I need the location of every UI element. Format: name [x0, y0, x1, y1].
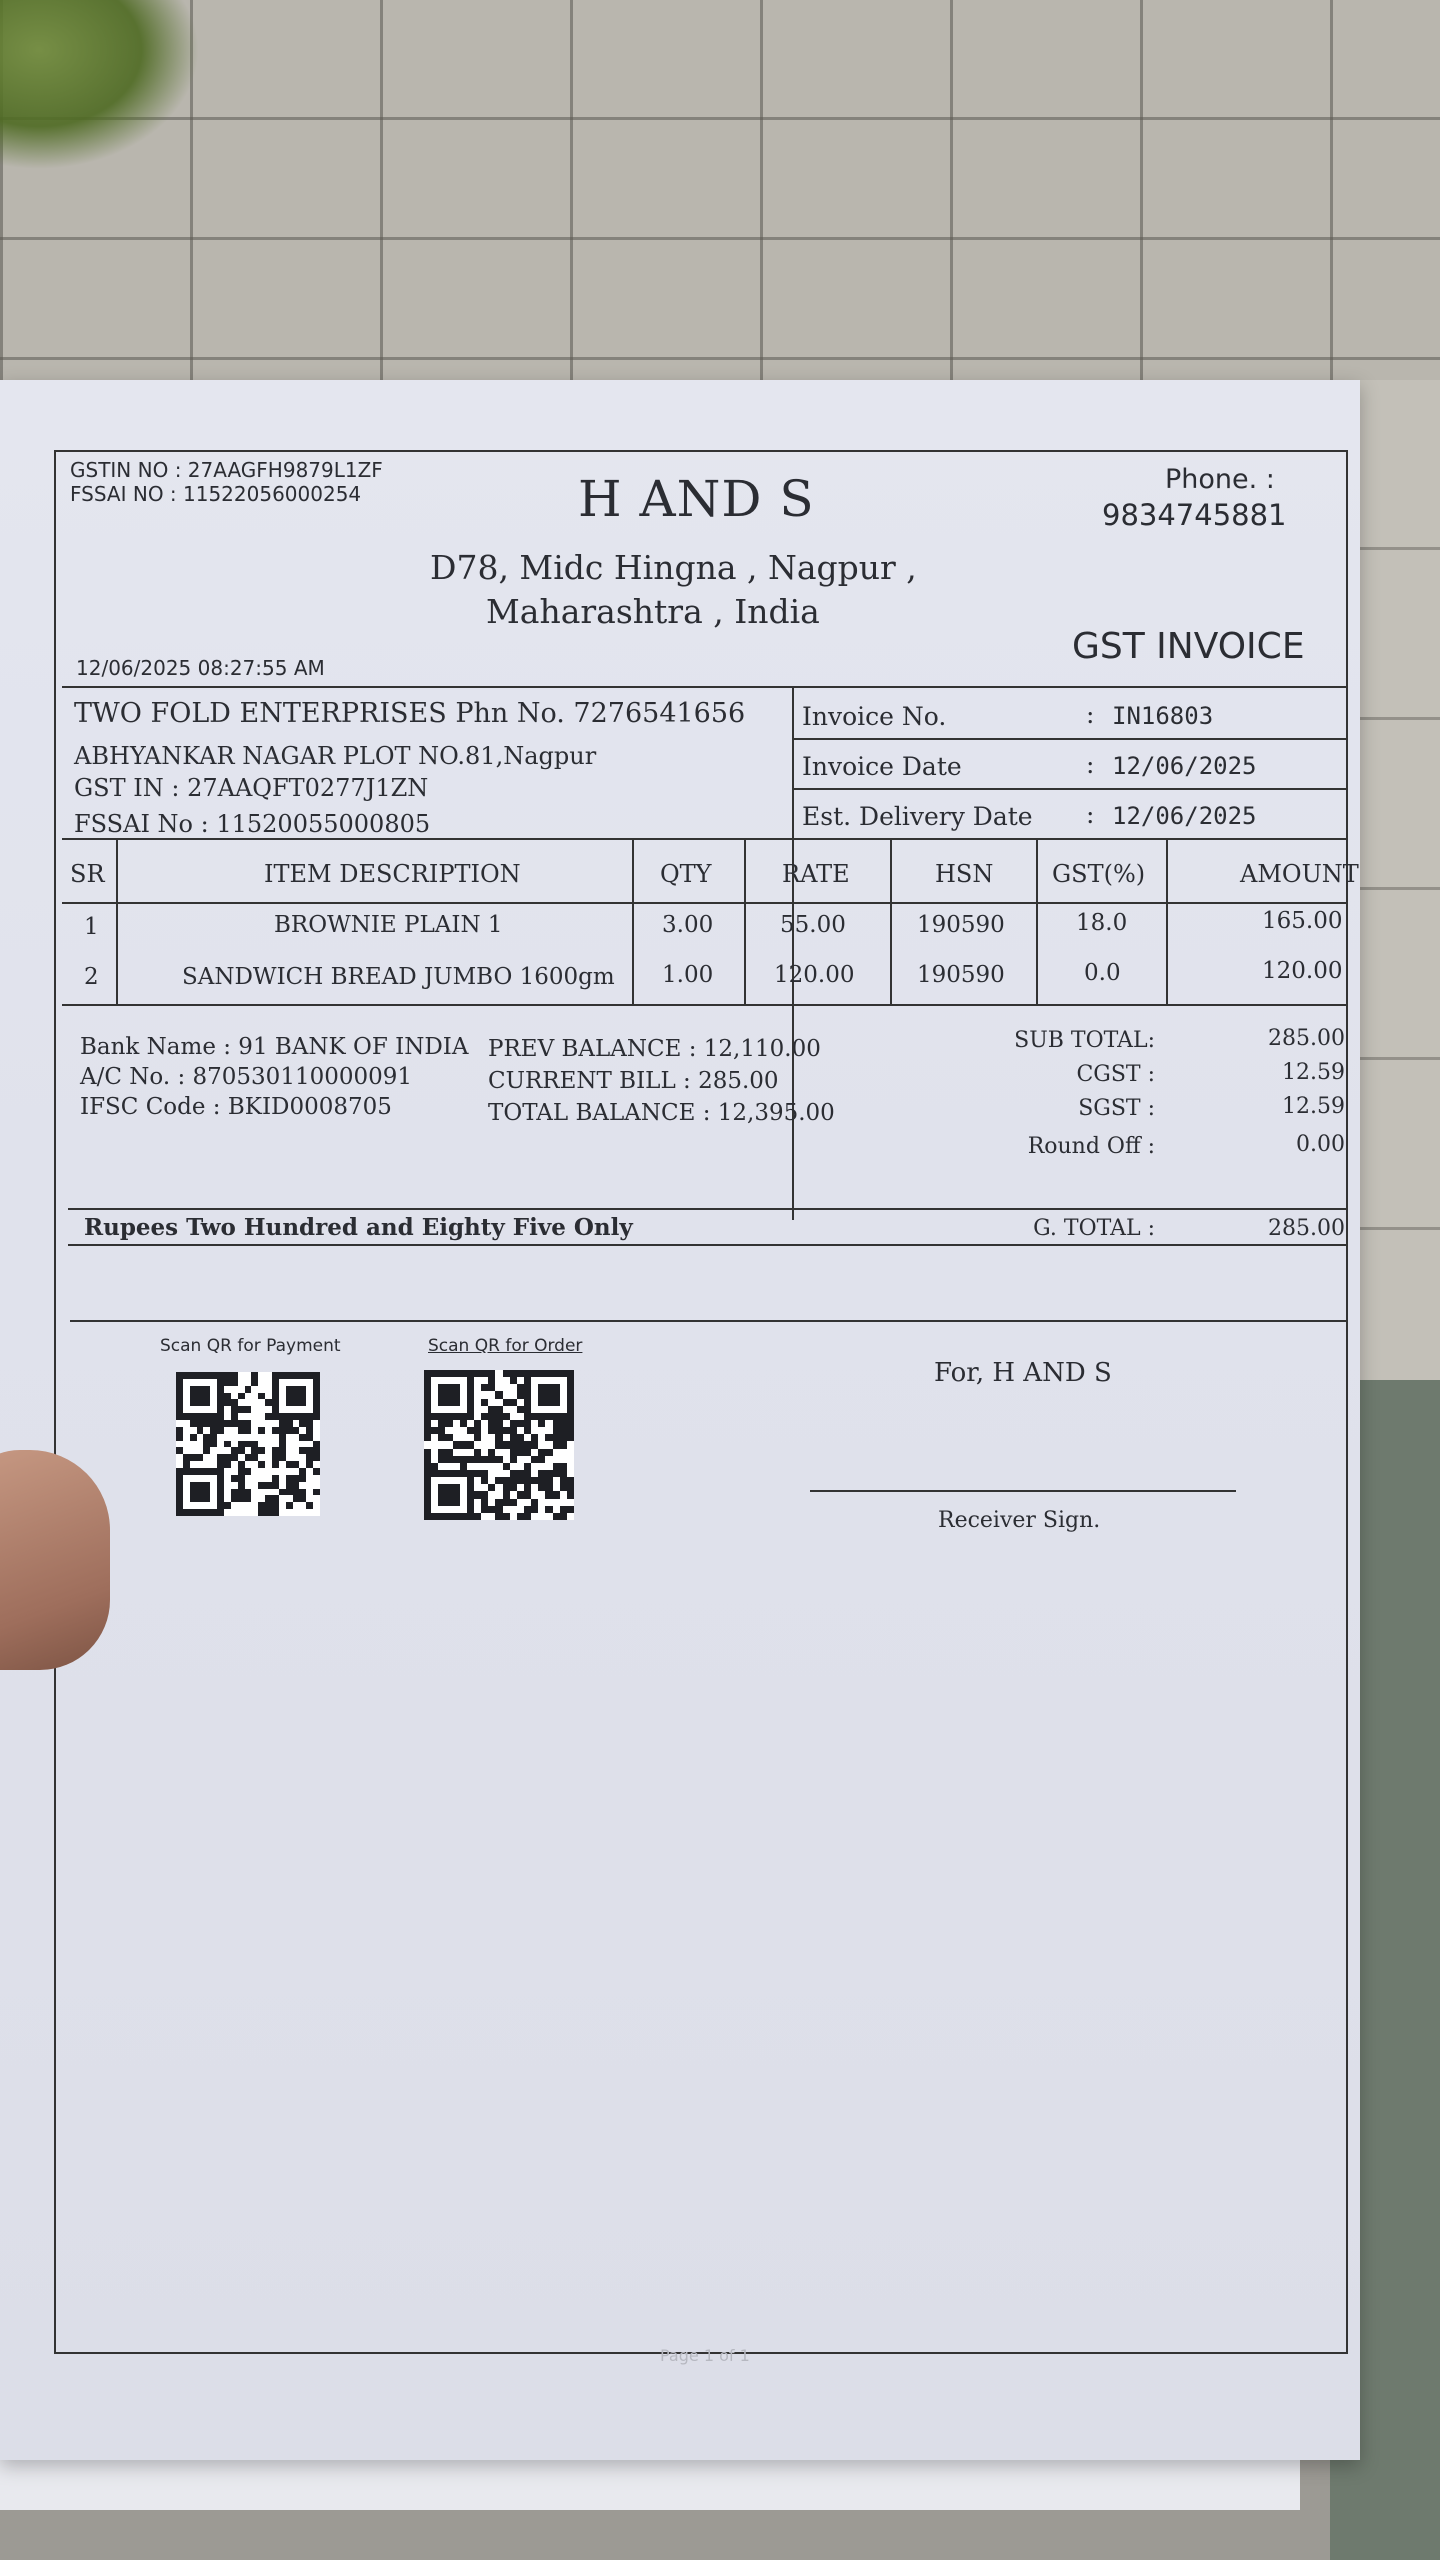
bank-name: Bank Name : 91 BANK OF INDIA: [80, 1034, 469, 1060]
invoice-date-value: 12/06/2025: [1112, 752, 1257, 780]
company-address-line2: Maharashtra , India: [486, 592, 820, 631]
signature-line: [810, 1490, 1236, 1492]
invoice-title: GST INVOICE: [1072, 626, 1305, 667]
buyer-fssai: FSSAI No : 11520055000805: [74, 810, 431, 838]
grand-total-label: G. TOTAL :: [1033, 1216, 1155, 1241]
invoice-no-label: Invoice No.: [802, 702, 947, 731]
column-header-amount: AMOUNT: [1240, 860, 1359, 888]
bank-ifsc: IFSC Code : BKID0008705: [80, 1094, 392, 1120]
cgst-label: CGST :: [1076, 1062, 1155, 1087]
round-off-label: Round Off :: [1027, 1134, 1155, 1159]
qr-payment-label: Scan QR for Payment: [160, 1336, 341, 1356]
plant-leaves: [0, 0, 200, 170]
amount-in-words: Rupees Two Hundred and Eighty Five Only: [84, 1214, 633, 1241]
seller-gstin: GSTIN NO : 27AAGFH9879L1ZF: [70, 458, 383, 482]
row-sr: 1: [84, 914, 99, 940]
order-qr-code[interactable]: [424, 1370, 574, 1520]
buyer-address: ABHYANKAR NAGAR PLOT NO.81,Nagpur: [74, 742, 597, 770]
previous-balance: PREV BALANCE : 12,110.00: [488, 1036, 821, 1062]
invoice-datetime: 12/06/2025 08:27:55 AM: [76, 656, 325, 680]
column-header-sr: SR: [70, 860, 105, 888]
divider: [792, 686, 794, 1220]
holding-thumb: [0, 1450, 110, 1670]
row-qty: 3.00: [662, 912, 714, 938]
phone-label: Phone. :: [1165, 464, 1275, 495]
round-off-value: 0.00: [1296, 1132, 1345, 1157]
column-header-hsn: HSN: [935, 860, 994, 888]
row-rate: 120.00: [774, 962, 855, 988]
buyer-gstin: GST IN : 27AAQFT0277J1ZN: [74, 774, 429, 802]
divider: [62, 686, 1348, 688]
payment-qr-code[interactable]: [176, 1372, 320, 1516]
column-header-description: ITEM DESCRIPTION: [264, 860, 521, 888]
receiver-sign-label: Receiver Sign.: [938, 1508, 1101, 1533]
cgst-value: 12.59: [1282, 1060, 1345, 1085]
sgst-value: 12.59: [1282, 1094, 1345, 1119]
bank-account: A/C No. : 870530110000091: [80, 1064, 413, 1090]
row-amount: 165.00: [1262, 908, 1343, 934]
column-header-rate: RATE: [782, 860, 850, 888]
row-hsn: 190590: [917, 962, 1005, 988]
row-hsn: 190590: [917, 912, 1005, 938]
total-balance: TOTAL BALANCE : 12,395.00: [488, 1100, 835, 1126]
pavement-background: [0, 0, 1440, 420]
row-gst: 18.0: [1076, 910, 1128, 936]
row-rate: 55.00: [780, 912, 846, 938]
invoice-date-label: Invoice Date: [802, 752, 962, 781]
row-description: BROWNIE PLAIN 1: [274, 912, 503, 938]
sgst-label: SGST :: [1078, 1096, 1155, 1121]
row-qty: 1.00: [662, 962, 714, 988]
row-amount: 120.00: [1262, 958, 1343, 984]
company-address-line1: D78, Midc Hingna , Nagpur ,: [430, 548, 917, 587]
row-sr: 2: [84, 964, 99, 990]
subtotal-value: 285.00: [1268, 1026, 1345, 1051]
seller-fssai: FSSAI NO : 11522056000254: [70, 482, 362, 506]
subtotal-label: SUB TOTAL:: [1014, 1028, 1155, 1053]
grand-total-value: 285.00: [1268, 1216, 1345, 1241]
buyer-name: TWO FOLD ENTERPRISES Phn No. 7276541656: [74, 698, 746, 729]
invoice-no-value: IN16803: [1112, 702, 1214, 730]
row-description: SANDWICH BREAD JUMBO 1600gm: [182, 964, 615, 990]
company-name: H AND S: [578, 470, 815, 528]
phone-number: 9834745881: [1102, 498, 1287, 532]
delivery-date-value: 12/06/2025: [1112, 802, 1257, 830]
invoice-paper: GSTIN NO : 27AAGFH9879L1ZF FSSAI NO : 11522056000254 H AND S D78, Midc Hingna , Nagpur , Maharashtra , India Phone. : 9834745881 GST INVOICE 12/06/2025 08:27:55 AM TWO FOLD ENTERPRISES Phn No. 7276541656 ABHYANKAR NAGAR PLOT NO.81,Nagpur GST IN : 27AAQFT0277J1ZN FSSAI No : 11520055000805 Invoice No. : IN16803 Invoice Date : 12/06/2025 Est. Delivery Date : 12/06/2025 SR ITEM DESCRIPTION QTY RATE HSN GST(%) AMOUNT 1 BROWNIE PLAIN 1 3.00 55.00 190590 18.0 165.00 2 SANDWICH BREAD JUMBO 1600gm 1.00 120.00 190590 0.0 120.00 Bank Name : 91 BANK OF INDIA A/C No. : 870530110000091 IFSC Code : BKID0008705 PREV BALANCE : 12,110.00 CURRENT BILL : 285.00 TOTAL BALANCE : 12,395.00 SUB TOTAL: 285.00 CGST : 12.59 SGST : 12.59 Round Off : 0.00 Rupees Two Hundred and Eighty Five Only G. TOTAL : 285.00 Scan QR for Payment Scan QR for Order For, H AND S Receiver Sign. Page 1 of 1: [0, 380, 1360, 2460]
delivery-date-label: Est. Delivery Date: [802, 802, 1033, 831]
column-header-qty: QTY: [660, 860, 712, 888]
current-bill: CURRENT BILL : 285.00: [488, 1068, 779, 1094]
for-company: For, H AND S: [934, 1358, 1112, 1388]
page-number: Page 1 of 1: [660, 2346, 750, 2365]
row-gst: 0.0: [1084, 960, 1121, 986]
column-header-gst: GST(%): [1052, 860, 1146, 888]
qr-order-label: Scan QR for Order: [428, 1336, 583, 1356]
